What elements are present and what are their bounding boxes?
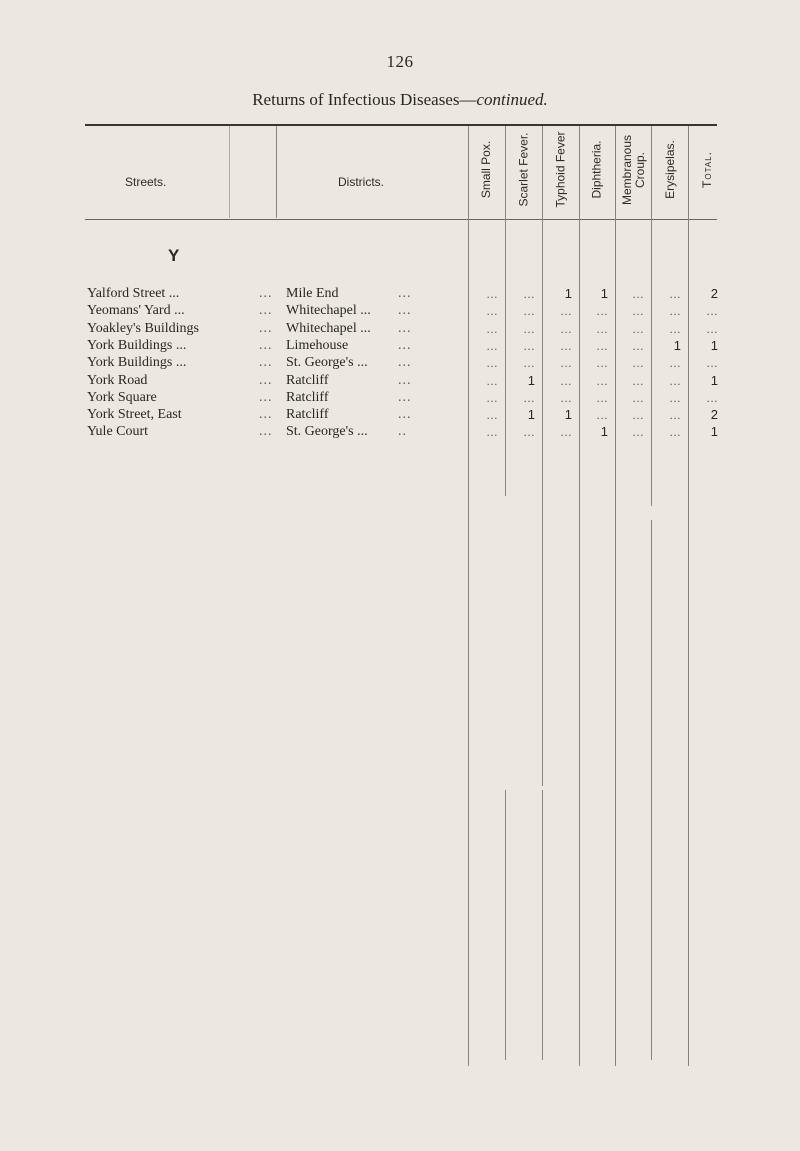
table-row (0, 338, 800, 354)
table-cell: ... (669, 356, 681, 371)
street-name: Yoakley's Buildings (87, 320, 199, 336)
header-streets: Streets. (125, 175, 167, 189)
leader-dots: ... (259, 407, 273, 423)
table-cell: 1 (600, 286, 608, 301)
table-cell: ... (523, 425, 535, 440)
table-cell: 1 (600, 424, 608, 440)
table-cell: ... (523, 287, 535, 301)
table-cell: 1 (673, 337, 681, 353)
table-cell: ... (632, 287, 644, 301)
column-divider-lower (505, 790, 506, 1060)
table-cell: 1 (710, 372, 718, 388)
leader-dots: ... (398, 320, 412, 336)
district-name: St. George's ... (286, 424, 368, 440)
district-name: Whitechapel ... (286, 320, 371, 336)
leader-dots: ... (259, 355, 273, 371)
table-cell: ... (523, 304, 535, 319)
column-divider (542, 126, 543, 786)
table-cell: ... (632, 356, 644, 371)
street-name: Yeomans' Yard ... (87, 303, 185, 319)
leader-dots: ... (259, 424, 273, 440)
district-name: Ratcliff (286, 407, 329, 423)
table-cell: ... (486, 408, 498, 423)
table-row (0, 303, 800, 319)
table-cell: ... (486, 304, 498, 319)
street-name: York Square (87, 389, 157, 405)
table-cell: ... (486, 287, 498, 301)
table-cell: ... (560, 321, 572, 336)
table-cell: ... (632, 425, 644, 440)
table-row (0, 407, 800, 423)
table-cell: ... (560, 304, 572, 319)
table-cell: ... (596, 373, 608, 388)
table-cell: 1 (527, 407, 535, 423)
table-cell: ... (669, 425, 681, 440)
leader-dots: ... (398, 286, 412, 301)
header-erysipelas: Erysipelas. (662, 140, 677, 199)
table-cell: ... (486, 373, 498, 388)
table-cell: ... (523, 321, 535, 336)
table-cell: ... (560, 356, 572, 371)
district-name: St. George's ... (286, 355, 368, 371)
table-cell: ... (596, 408, 608, 423)
leader-dots: ... (259, 337, 273, 353)
table-cell: ... (632, 373, 644, 388)
table-cell: 1 (564, 407, 572, 423)
table-cell: ... (706, 321, 718, 336)
table-cell: 1 (527, 372, 535, 388)
district-name: Limehouse (286, 337, 349, 353)
street-name: Yule Court (87, 424, 149, 440)
district-name: Whitechapel ... (286, 303, 371, 319)
table-cell: ... (669, 287, 681, 301)
page-title (0, 90, 800, 110)
header-small-pox: Small Pox. (479, 140, 494, 199)
table-cell: ... (706, 390, 718, 405)
table-cell: ... (632, 408, 644, 423)
column-divider (688, 126, 689, 1066)
title-main: Returns of Infectious Diseases— (252, 90, 477, 109)
table-cell: ... (523, 390, 535, 405)
table-cell: ... (596, 338, 608, 353)
table-cell: 2 (710, 286, 718, 301)
table-row (0, 355, 800, 371)
header-divider (229, 126, 230, 218)
leader-dots: ... (398, 389, 412, 405)
leader-dots: ... (259, 372, 273, 388)
header-scarlet-fever: Scarlet Fever. (516, 132, 531, 207)
table-cell: 1 (710, 424, 718, 440)
table-cell: ... (560, 338, 572, 353)
district-name: Ratcliff (286, 389, 329, 405)
column-divider (468, 126, 469, 1066)
header-diphtheria: Diphtheria. (589, 140, 604, 199)
street-name: York Street, East (87, 407, 182, 423)
table-cell: ... (596, 390, 608, 405)
table-cell: ... (523, 338, 535, 353)
street-name: York Buildings ... (87, 337, 187, 353)
street-name: Yalford Street ... (87, 286, 180, 301)
title-italic: continued. (476, 90, 548, 109)
leader-dots: ... (259, 303, 273, 319)
table-cell: 1 (564, 286, 572, 301)
section-letter: Y (168, 246, 180, 265)
table-cell: ... (669, 304, 681, 319)
table-cell: ... (669, 408, 681, 423)
leader-dots: ... (398, 355, 412, 371)
table-row (0, 373, 800, 389)
table-row (0, 321, 800, 337)
table-cell: ... (632, 304, 644, 319)
header-membranous-croup: Membranous Croup. (620, 134, 647, 205)
column-divider-lower (651, 520, 652, 1060)
leader-dots: ... (259, 389, 273, 405)
table-cell: ... (706, 304, 718, 319)
leader-dots: ... (259, 286, 273, 301)
table-cell: ... (596, 304, 608, 319)
leader-dots: ... (398, 337, 412, 353)
table-cell: ... (632, 390, 644, 405)
district-name: Mile End (286, 286, 339, 301)
table-cell: ... (669, 373, 681, 388)
leader-dots: ... (398, 303, 412, 319)
column-divider (579, 126, 580, 1066)
header-divider (276, 126, 277, 218)
header-typhoid-fever: Typhoid Fever (553, 131, 568, 208)
table-cell: ... (632, 321, 644, 336)
leader-dots: ... (259, 320, 273, 336)
table-header-rule (85, 219, 717, 220)
table-row (0, 390, 800, 406)
street-name: York Road (87, 372, 148, 388)
table-cell: ... (669, 390, 681, 405)
table-cell: ... (669, 321, 681, 336)
table-cell: ... (486, 321, 498, 336)
table-cell: ... (560, 390, 572, 405)
table-cell: ... (523, 356, 535, 371)
table-cell: ... (632, 338, 644, 353)
table-cell: ... (486, 338, 498, 353)
table-cell: 1 (710, 337, 718, 353)
table-row (0, 286, 800, 302)
table-cell: ... (706, 356, 718, 371)
table-cell: ... (486, 390, 498, 405)
table-cell: ... (596, 321, 608, 336)
page-number: 126 (386, 52, 414, 71)
street-name: York Buildings ... (87, 355, 187, 371)
column-divider-lower (542, 790, 543, 1060)
leader-dots: ... (398, 407, 412, 423)
table-row (0, 424, 800, 440)
district-name: Ratcliff (286, 372, 329, 388)
table-cell: ... (596, 356, 608, 371)
leader-dots: ... (398, 372, 412, 388)
table-cell: ... (486, 425, 498, 440)
header-total: Total. (699, 151, 714, 188)
column-divider (615, 126, 616, 1066)
table-cell: 2 (710, 407, 718, 423)
table-cell: ... (486, 356, 498, 371)
table-cell: ... (560, 425, 572, 440)
header-districts: Districts. (338, 175, 384, 189)
leader-dots: .. (398, 424, 407, 440)
table-cell: ... (560, 373, 572, 388)
